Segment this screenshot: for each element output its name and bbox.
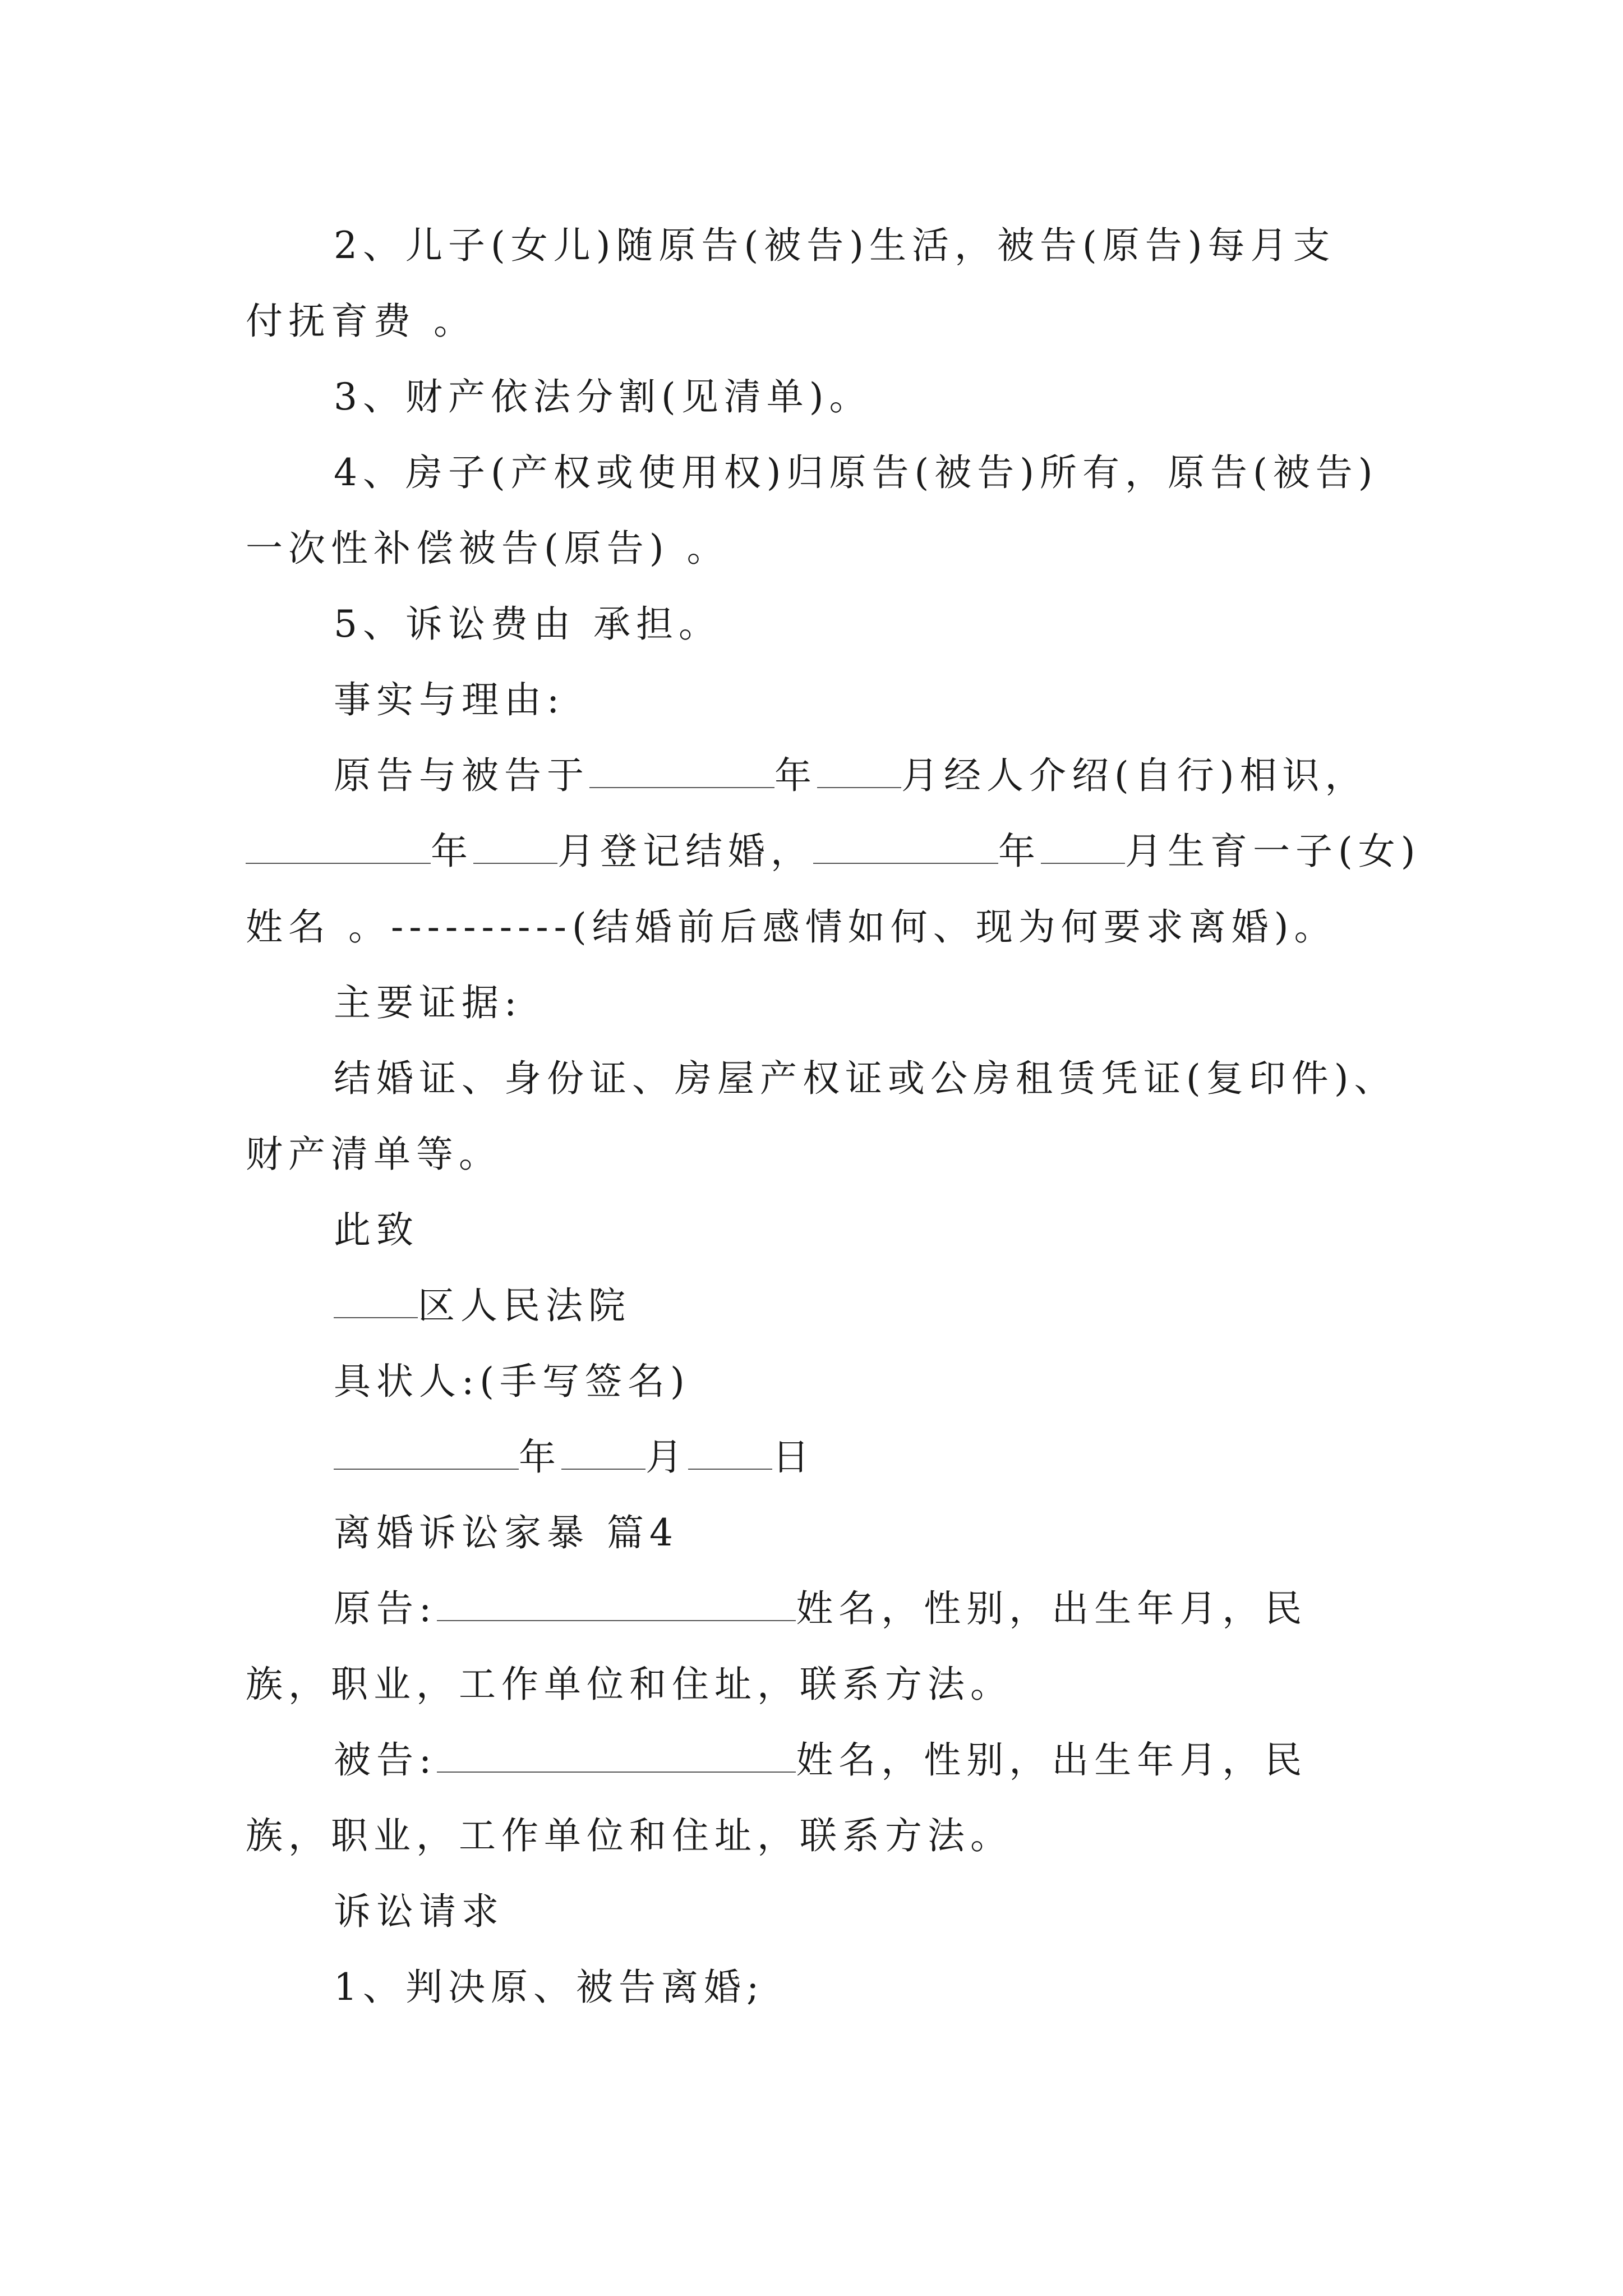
facts-line-1 <box>334 753 1368 798</box>
date-day: 日 <box>772 1435 815 1479</box>
blank-field <box>334 1283 418 1318</box>
blank-field <box>246 829 431 864</box>
claim-1: 1、判决原、被告离婚; <box>334 1966 765 2009</box>
claim-5: 5、诉讼费由 承担。 <box>334 602 721 646</box>
section-title: 离婚诉讼家暴 篇4 <box>334 1511 679 1554</box>
closing: 此致 <box>334 1208 419 1251</box>
date-line <box>334 1435 815 1480</box>
facts-line-1-text-c: 月经人介绍(自行)相识， <box>901 754 1368 797</box>
claim-2-line-1: 2、儿子(女儿)随原告(被告)生活，被告(原告)每月支 <box>334 224 1336 267</box>
claim-3: 3、财产依法分割(见清单)。 <box>334 375 872 418</box>
defendant-tail: 姓名，性别，出生年月，民 <box>796 1738 1308 1782</box>
evidence-line-1: 结婚证、身份证、房屋产权证或公房租赁凭证(复印件)、 <box>334 1057 1397 1100</box>
facts-heading: 事实与理由: <box>334 678 565 721</box>
court-name: 区人民法院 <box>418 1284 631 1327</box>
facts-line-1-text-b: 年 <box>774 754 817 797</box>
evidence-heading: 主要证据: <box>334 981 523 1024</box>
blank-field <box>437 1738 796 1773</box>
facts-line-2 <box>246 829 1421 874</box>
blank-field <box>561 1435 645 1470</box>
claim-4-line-2: 一次性补偿被告(原告) 。 <box>246 527 730 570</box>
claim-2-line-2: 付抚育费 。 <box>246 300 476 343</box>
facts-line-2-text-a: 年 <box>431 830 473 873</box>
facts-line-2-text-d: 月生育一子(女) <box>1125 830 1421 873</box>
plaintiff-tail: 姓名，性别，出生年月，民 <box>796 1587 1308 1630</box>
blank-field <box>688 1435 772 1470</box>
facts-line-2-text-c: 年 <box>998 830 1041 873</box>
facts-line-2-text-b: 月登记结婚， <box>557 830 813 873</box>
blank-field <box>473 829 557 864</box>
defendant-line-2: 族，职业，工作单位和住址，联系方法。 <box>246 1814 1013 1857</box>
claim-4-line-1: 4、房子(产权或使用权)归原告(被告)所有，原告(被告) <box>334 451 1378 494</box>
evidence-line-2: 财产清单等。 <box>246 1133 501 1176</box>
defendant-line-1 <box>334 1738 1307 1783</box>
blank-field <box>589 753 774 788</box>
blank-field <box>817 753 901 788</box>
plaintiff-line-2: 族，职业，工作单位和住址，联系方法。 <box>246 1663 1013 1706</box>
plaintiff-line-1 <box>334 1586 1307 1631</box>
blank-field <box>334 1435 519 1470</box>
defendant-label: 被告: <box>334 1738 437 1782</box>
blank-field <box>1041 829 1125 864</box>
plaintiff-label: 原告: <box>334 1587 437 1630</box>
facts-line-1-text-a: 原告与被告于 <box>334 754 589 797</box>
facts-line-3: 姓名 。----------(结婚前后感情如何、现为何要求离婚)。 <box>246 905 1337 949</box>
court-line <box>334 1283 631 1328</box>
blank-field <box>813 829 998 864</box>
date-year: 年 <box>519 1435 561 1479</box>
blank-field <box>437 1586 796 1621</box>
claims-heading: 诉讼请求 <box>334 1890 504 1933</box>
date-month: 月 <box>645 1435 688 1479</box>
signer-line: 具状人:(手写签名) <box>334 1360 690 1403</box>
